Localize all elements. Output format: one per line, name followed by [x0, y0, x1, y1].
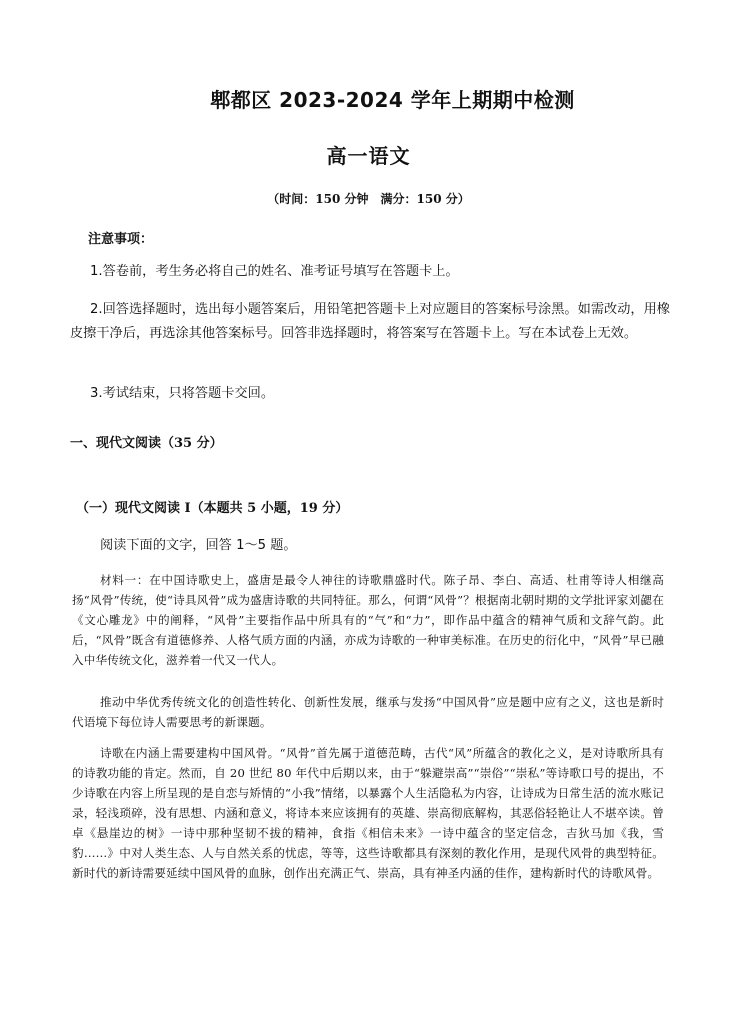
notes-heading: 注意事项： [88, 232, 154, 247]
subsection-heading: （一）现代文阅读 I（本题共 5 小题，19 分） [76, 501, 349, 516]
note-item-3: 3.考试结束，只将答题卡交回。 [90, 386, 275, 401]
exam-title: 郫都区 2023-2024 学年上期期中检测 [210, 88, 575, 112]
reading-paragraph-3: 诗歌在内涵上需要建构中国风骨。“风骨”首先属于道德范畴，古代“风”所蕴含的教化之义，是对诗歌所具有的诗教功能的肯定。然而，自 20 世纪 80 年代中后期以来，由于“躲避崇高”“崇俗”“崇私”等诗歌口号的提出，不少诗歌在内容上所呈现的是自恋与矫情的“小我”情绪，以暴露个人生活隐私为内容，让诗成为日常生活的流水账记录，轻浅琐碎，没有思想、内涵和意义，将诗本来应该拥有的英雄、崇高彻底解构，其恶俗轻艳让人不堪卒读。曾卓《悬崖边的树》一诗中那种坚韧不拔的精神，食指《相信未来》一诗中蕴含的坚定信念，吉狄马加《我，雪豹……》中对人类生态、人与自然关系的忧虑，等等，这些诗歌都具有深刻的教化作用，是现代风骨的典型特征。新时代的新诗需要延续中国风骨的血脉，创作出充满正气、崇高，具有神圣内涵的佳作，建构新时代的诗歌风骨。 [72, 746, 664, 880]
reading-paragraph-1: 材料一：在中国诗歌史上，盛唐是最令人神往的诗歌鼎盛时代。陈子昂、李白、高适、杜甫等诗人相继高扬“风骨”传统，使“诗具风骨”成为盛唐诗歌的共同特征。那么，何谓“风骨”？根据南北朝时期的文学批评家刘勰在《文心雕龙》中的阐释，“风骨”主要指作品中所具有的“气”和“力”，即作品中蕴含的精神气质和文辞气韵。此后，“风骨”既含有道德修养、人格气质方面的内涵，亦成为诗歌的一种审美标准。在历史的衍化中，“风骨”早已融入中华传统文化，滋养着一代又一代人。 [72, 573, 664, 667]
reading-instruction: 阅读下面的文字，回答 1～5 题。 [100, 538, 297, 553]
exam-subject: 高一语文 [326, 144, 411, 168]
exam-time-score: （时间：150 分钟 满分：150 分） [267, 192, 470, 206]
section-heading: 一、现代文阅读（35 分） [70, 436, 223, 451]
note-item-1: 1.答卷前，考生务必将自己的姓名、准考证号填写在答题卡上。 [90, 264, 459, 279]
note-item-2: 2.回答选择题时，选出每小题答案后，用铅笔把答题卡上对应题目的答案标号涂黑。如需改动，用橡皮擦干净后，再选涂其他答案标号。回答非选择题时，将答案写在答题卡上。写在本试卷上无效。 [70, 302, 670, 341]
reading-paragraph-2: 推动中华优秀传统文化的创造性转化、创新性发展，继承与发扬“中国风骨”应是题中应有之义，这也是新时代语境下每位诗人需要思考的新课题。 [72, 695, 664, 729]
